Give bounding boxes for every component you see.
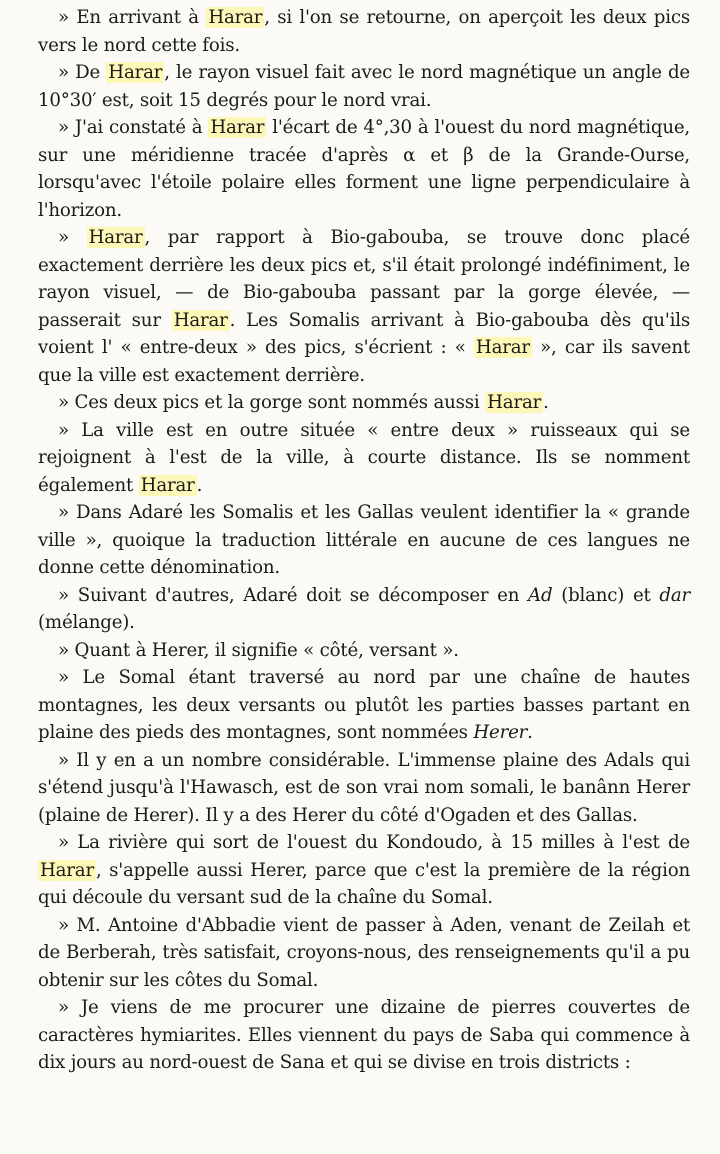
- text-run: , le rayon visuel fait avec le nord magnétique un angle de 10°30′ est, soit 15 degrés pour le nord vrai.: [38, 62, 690, 111]
- text-run: » De: [58, 62, 107, 83]
- text-run: l'écart de 4°,30 à l'ouest du nord magnétique, sur une méridienne tracée d'après α et β de la Grande-Ourse, lorsqu'avec l'étoile polaire elles forment une ligne perpendiculaire à l'horizon.: [38, 117, 690, 221]
- text-run: » J'ai constaté à: [58, 117, 209, 138]
- paragraph: [38, 389, 690, 417]
- paragraph: [38, 637, 690, 665]
- highlighted-term: Harar: [475, 337, 530, 358]
- paragraph: [38, 994, 690, 1077]
- paragraph: [38, 664, 690, 747]
- paragraph: [38, 582, 690, 637]
- text-run: »: [58, 227, 87, 248]
- text-run: » Il y en a un nombre considérable. L'immense plaine des Adals qui s'étend jusqu'à l'Hawasch, est de son vrai nom somali, le banânn Herer (plaine de Herer). Il y a des Herer du côté d'Ogaden et des Gallas.: [38, 749, 690, 826]
- highlighted-term: Harar: [173, 309, 228, 331]
- italic-term: dar: [659, 584, 690, 606]
- highlighted-term: Harar: [140, 474, 195, 496]
- paragraph: [38, 114, 690, 224]
- italic-term: Herer: [473, 722, 528, 743]
- text-run: (blanc) et: [552, 584, 660, 606]
- highlighted-term: Harar: [487, 392, 542, 413]
- highlighted-term: Harar: [208, 7, 263, 28]
- text-run: .: [543, 392, 549, 413]
- text-run: .: [527, 722, 533, 743]
- text-run: » Quant à Herer, il signifie « côté, versant ».: [58, 639, 459, 661]
- text-run: .: [196, 474, 203, 496]
- paragraph: [38, 912, 690, 995]
- paragraph: [38, 417, 690, 500]
- highlighted-term: Harar: [210, 117, 265, 138]
- paragraph: [38, 499, 690, 582]
- text-run: . Les Somalis arrivant à Bio-gabouba dès qu'ils voient l' « entre-deux » des pics, s'écrient : «: [38, 309, 690, 358]
- text-run: » Je viens de me procurer une dizaine de pierres couvertes de caractères hymiarites. Elles viennent du pays de Saba qui commence à dix jours au nord-ouest de Sana et qui se divise en trois districts :: [38, 997, 690, 1073]
- italic-term: Ad: [528, 584, 553, 606]
- text-run: », car ils savent que la ville est exactement derrière.: [38, 337, 690, 386]
- paragraph: [38, 59, 690, 114]
- text-run: (mélange).: [38, 612, 135, 633]
- paragraph: [38, 4, 690, 59]
- text-run: » Dans Adaré les Somalis et les Gallas veulent identifier la « grande ville », quoique la traduction littérale en aucune de ces langues ne donne cette dénomination.: [38, 502, 690, 578]
- text-run: , si l'on se retourne, on aperçoit les deux pics vers le nord cette fois.: [38, 7, 690, 56]
- text-run: , s'appelle aussi Herer, parce que c'est la première de la région qui découle du versant sud de la chaîne du Somal.: [38, 859, 690, 908]
- text-run: » Suivant d'autres, Adaré doit se décomposer en: [58, 584, 529, 606]
- paragraph: [38, 829, 690, 912]
- text-run: » Ces deux pics et la gorge sont nommés aussi: [58, 392, 486, 413]
- text-run: » La ville est en outre située « entre deux » ruisseaux qui se rejoignent à l'est de la ville, à courte distance. Ils se nomment également: [38, 419, 690, 496]
- text-run: » En arrivant à: [58, 7, 207, 28]
- highlighted-term: Harar: [108, 62, 163, 83]
- text-run: » M. Antoine d'Abbadie vient de passer à Aden, venant de Zeilah et de Berberah, très satisfait, croyons-nous, des renseignements qu'il a pu obtenir sur les côtes du Somal.: [38, 914, 690, 991]
- text-run: » Le Somal étant traversé au nord par une chaîne de hautes montagnes, les deux versants ou plutôt les parties basses partant en plaine des pieds des montagnes, sont nommées: [38, 667, 690, 743]
- paragraph: [38, 747, 690, 830]
- highlighted-term: Harar: [40, 859, 94, 881]
- text-run: » La rivière qui sort de l'ouest du Kondoudo, à 15 milles à l'est de: [58, 832, 690, 853]
- highlighted-term: Harar: [88, 227, 143, 248]
- text-run: , par rapport à Bio-gabouba, se trouve donc placé exactement derrière les deux pics et, s'il était prolongé indéfiniment, le rayon visuel, — de Bio-gabouba passant par la gorge élevée, — passerait sur: [38, 227, 690, 331]
- paragraph: [38, 224, 690, 389]
